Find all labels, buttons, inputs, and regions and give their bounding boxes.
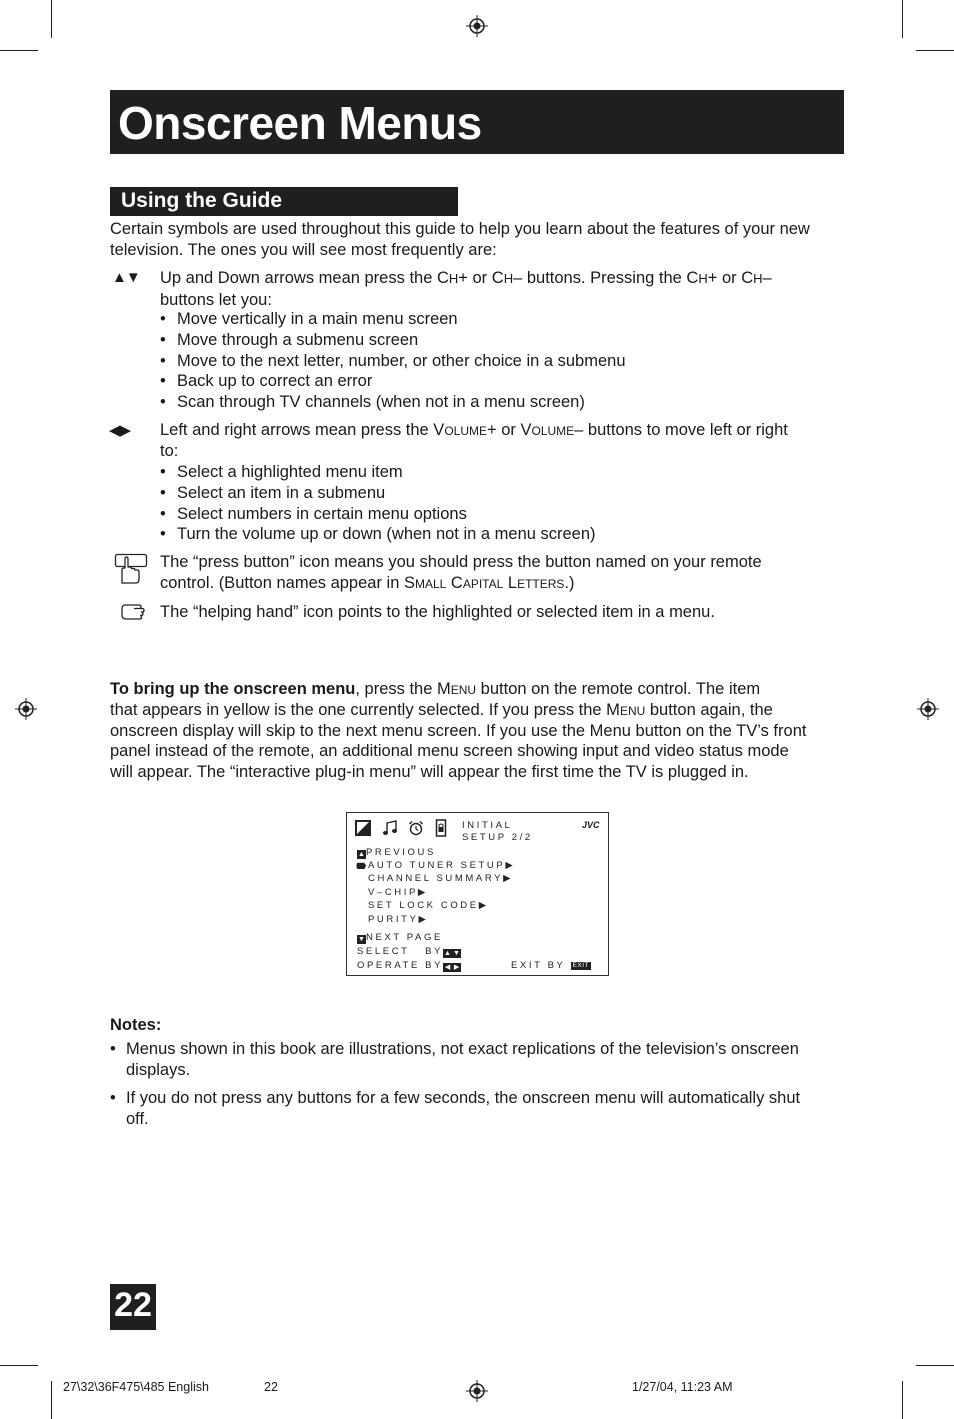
text: apital: [462, 573, 504, 592]
footer-page: 22: [264, 1380, 278, 1394]
leftright-bullet-list: [160, 462, 596, 545]
list-item: • Turn the volume up or down (when not in a menu screen): [160, 524, 596, 545]
text: onscreen display will skip to the next menu screen. If you use the Menu button on the TV’s front: [110, 721, 807, 740]
helping-hand-icon: [120, 600, 147, 622]
body-paragraph: [110, 679, 806, 783]
note-bullet: •: [110, 1089, 116, 1107]
menu-screen-illustration: [346, 812, 609, 976]
menu-header-line2: SETUP 2/2: [462, 832, 533, 843]
text: buttons let you:: [160, 290, 272, 309]
down-arrow-icon: ▼: [453, 950, 460, 957]
press-button-description: [160, 552, 762, 594]
text: to:: [160, 441, 179, 460]
text: + or C: [707, 269, 754, 287]
up-arrow-icon: ▲: [358, 851, 365, 858]
right-arrow-icon: ▶: [453, 964, 460, 971]
text: H: [503, 271, 514, 286]
list-item: • Move vertically in a main menu screen: [160, 309, 626, 330]
helping-hand-description: The “helping hand” icon points to the highlighted or selected item in a menu.: [160, 603, 715, 621]
registration-mark-icon: [15, 698, 37, 720]
text: CHANNEL SUMMARY: [368, 873, 504, 884]
picture-icon: [355, 820, 371, 836]
music-note-icon: [382, 820, 398, 836]
text: V–CHIP: [368, 887, 418, 898]
text: + or C: [458, 269, 504, 287]
text: control. (Button names appear in S: [160, 573, 415, 592]
text: olume: [531, 421, 575, 439]
helping-hand-icon: [356, 861, 367, 870]
text: PREVIOUS: [366, 847, 436, 858]
section-title: Using the Guide: [121, 189, 283, 212]
crop-mark: [916, 1365, 954, 1366]
registration-mark-icon: [917, 698, 939, 720]
up-down-arrows-icon: ▲▼: [112, 269, 140, 286]
text: Up and Down arrows mean press the C: [160, 269, 449, 287]
crop-mark: [51, 1381, 52, 1419]
text: EXIT BY: [511, 960, 566, 971]
list-item: • Select an item in a submenu: [160, 483, 596, 504]
note-bullet: •: [110, 1040, 116, 1058]
text: , press the M: [355, 680, 451, 698]
up-arrow-icon: ▲: [444, 950, 451, 957]
text: H: [448, 271, 459, 286]
text: H: [753, 271, 763, 286]
list-item: • Scan through TV channels (when not in a menu screen): [160, 392, 626, 413]
leftright-description: [160, 420, 788, 462]
crop-mark: [902, 0, 903, 38]
updown-bullet-list: [160, 309, 626, 413]
lock-icon: [435, 819, 447, 837]
text: will appear. The “interactive plug-in menu” will appear the first time the TV is plugged in.: [110, 763, 749, 782]
left-arrow-icon: ◀: [444, 964, 451, 971]
menu-item-next-page[interactable]: [357, 932, 443, 944]
text: To bring up the onscreen menu: [110, 680, 356, 698]
menu-item-previous[interactable]: [357, 847, 436, 859]
notes-title: Notes:: [110, 1016, 162, 1034]
menu-item-channel-summary[interactable]: CHANNEL SUMMARY▶: [368, 873, 513, 884]
text: Menus shown in this book are illustrations, not exact replications of the television’s onscreen: [126, 1040, 799, 1058]
text: If you do not press any buttons for a few seconds, the onscreen menu will automatically shut: [126, 1089, 801, 1107]
footer-file: 27\32\36F475\485 English: [63, 1380, 209, 1394]
crop-mark: [0, 1365, 38, 1366]
text: off.: [126, 1109, 149, 1128]
crop-mark: [902, 1381, 903, 1419]
text: + or V: [487, 421, 532, 439]
updown-description: [160, 268, 772, 311]
crop-mark: [51, 0, 52, 38]
list-item: • Select a highlighted menu item: [160, 462, 596, 483]
text: enu: [619, 700, 646, 719]
select-by-hint: [357, 946, 461, 958]
menu-item-purity[interactable]: PURITY▶: [368, 914, 429, 925]
list-item: • Back up to correct an error: [160, 371, 626, 392]
crop-mark: [0, 50, 38, 51]
menu-item-auto-tuner-setup[interactable]: AUTO TUNER SETUP▶: [368, 860, 516, 871]
text: SELECT BY: [357, 946, 443, 957]
left-right-arrows-icon: ◀▶: [109, 422, 131, 439]
text: L: [503, 573, 518, 592]
text: C: [446, 573, 463, 592]
press-button-icon: [114, 553, 148, 585]
down-arrow-icon: ▼: [358, 936, 365, 943]
text: displays.: [126, 1060, 191, 1079]
intro-paragraph: Certain symbols are used throughout this guide to help you learn about the features of your new television. The ones you will see most frequently are:: [110, 220, 810, 259]
text: button on the remote control. The item: [476, 680, 761, 698]
registration-mark-icon: [466, 15, 488, 37]
crop-mark: [916, 50, 954, 51]
text: NEXT PAGE: [366, 932, 443, 943]
text: PURITY: [368, 914, 419, 925]
text: – buttons to move left or right: [574, 421, 788, 439]
menu-item-set-lock-code[interactable]: SET LOCK CODE▶: [368, 900, 489, 911]
menu-header-line1: INITIAL: [462, 820, 513, 831]
text: Left and right arrows mean press the V: [160, 421, 445, 439]
text: The “press button” icon means you should press the button named on your remote: [160, 553, 762, 571]
brand-logo: JVC: [582, 820, 600, 830]
text: mall: [414, 573, 447, 592]
text: SET LOCK CODE: [368, 900, 479, 911]
note-1: [126, 1039, 799, 1081]
list-item: • Select numbers in certain menu options: [160, 504, 596, 525]
exit-key: EXIT: [572, 962, 589, 969]
text: H: [698, 271, 708, 286]
text: .): [564, 573, 575, 592]
text: enu: [450, 680, 477, 698]
operate-by-hint: [357, 960, 461, 972]
text: button again, the: [645, 700, 773, 719]
note-2: [126, 1088, 800, 1130]
text: –: [762, 269, 772, 287]
page-number: 22: [114, 1286, 152, 1324]
alarm-clock-icon: [408, 820, 424, 836]
footer-date: 1/27/04, 11:23 AM: [632, 1380, 733, 1394]
page-title: Onscreen Menus: [118, 97, 482, 149]
text: etters: [517, 573, 565, 592]
text: AUTO TUNER SETUP: [368, 860, 506, 871]
exit-by-hint: [511, 960, 591, 971]
list-item: • Move to the next letter, number, or other choice in a submenu: [160, 351, 626, 372]
registration-mark-icon: [466, 1380, 488, 1402]
list-item: • Move through a submenu screen: [160, 330, 626, 351]
menu-item-v-chip[interactable]: V–CHIP▶: [368, 887, 428, 898]
text: – buttons. Pressing the C: [513, 269, 699, 287]
text: olume: [444, 421, 487, 439]
text: OPERATE BY: [357, 960, 444, 971]
text: that appears in yellow is the one currently selected. If you press the M: [110, 700, 620, 719]
text: panel instead of the remote, an additional menu screen showing input and video status mode: [110, 742, 789, 761]
